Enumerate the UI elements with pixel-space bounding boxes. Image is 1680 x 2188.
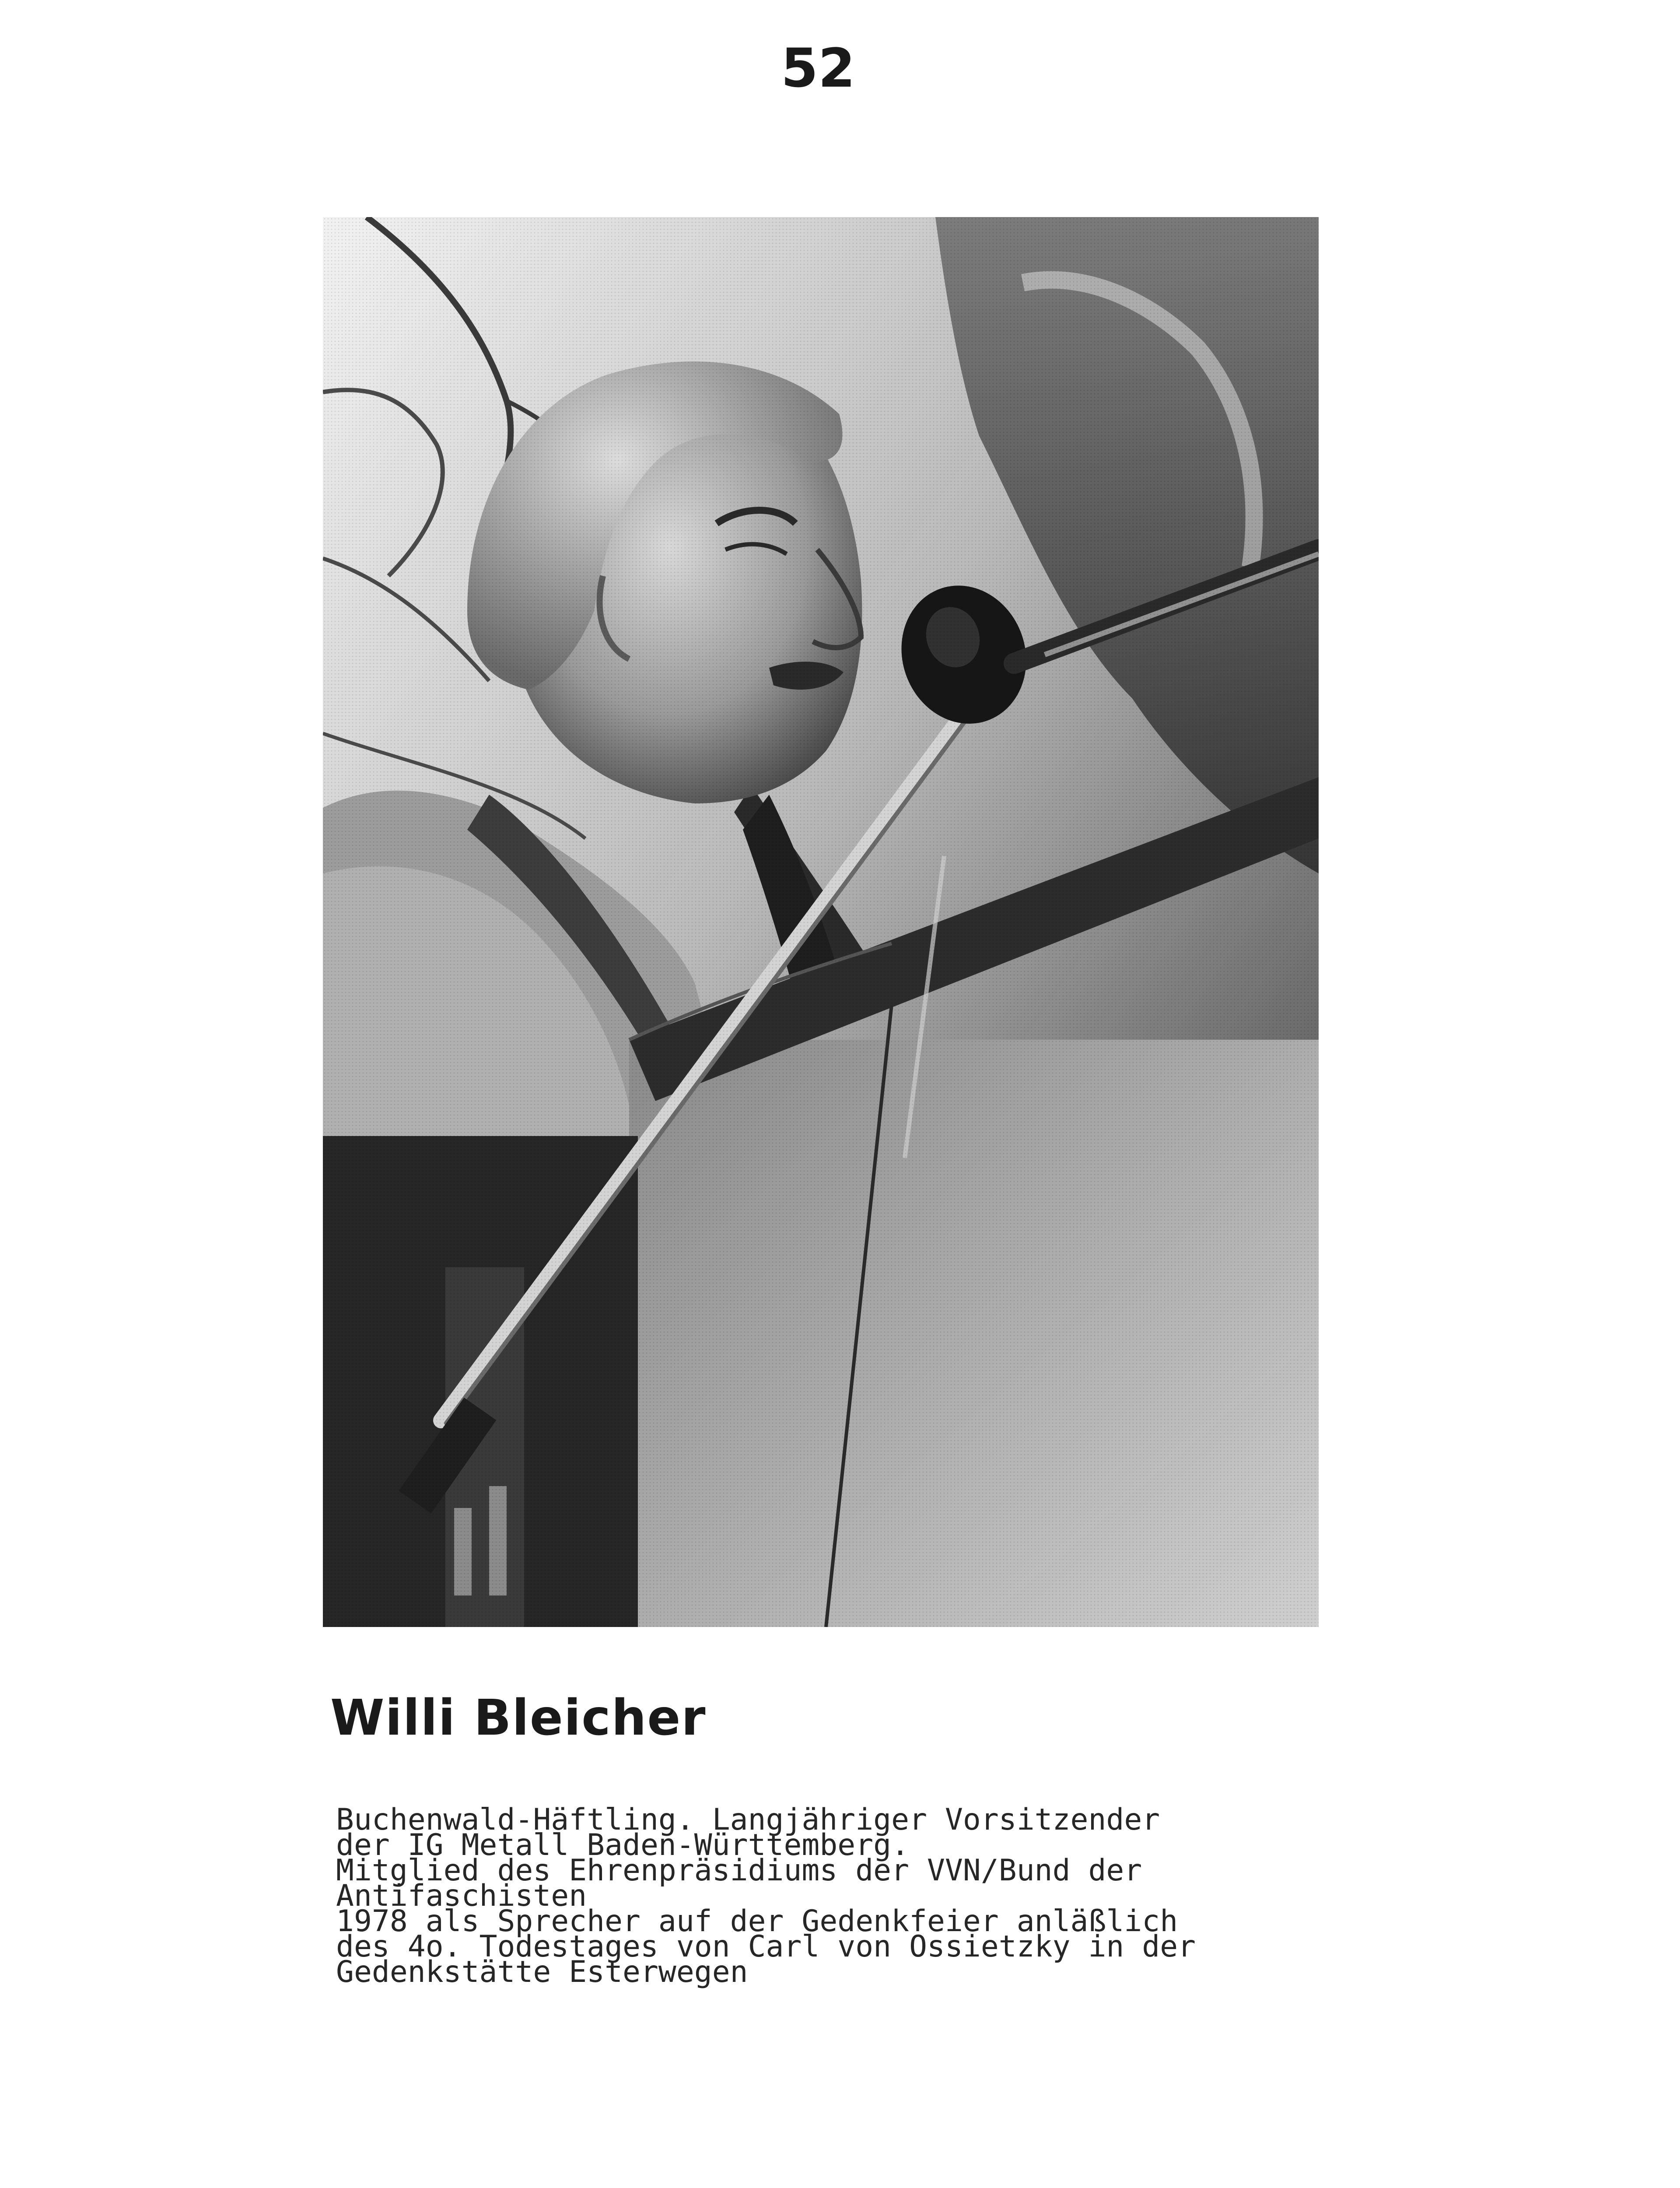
biography-text [336,1802,1342,1989]
page-number: 52 [781,37,855,99]
bio-line: der IG Metall Baden-Württemberg. [336,1828,910,1862]
person-name-heading: Willi Bleicher [330,1690,707,1746]
portrait-photo [323,217,1319,1627]
bio-line: Antifaschisten [336,1879,587,1913]
bio-line: Gedenkstätte Esterwegen [336,1955,748,1989]
bio-line: des 4o. Todestages von Carl von Ossietzky in der [336,1929,1196,1964]
bio-line: Mitglied des Ehrenpräsidiums der VVN/Bund der [336,1853,1142,1888]
bio-line: 1978 als Sprecher auf der Gedenkfeier anläßlich [336,1904,1178,1939]
bio-line: Buchenwald-Häftling. Langjähriger Vorsitzender [336,1802,1160,1837]
